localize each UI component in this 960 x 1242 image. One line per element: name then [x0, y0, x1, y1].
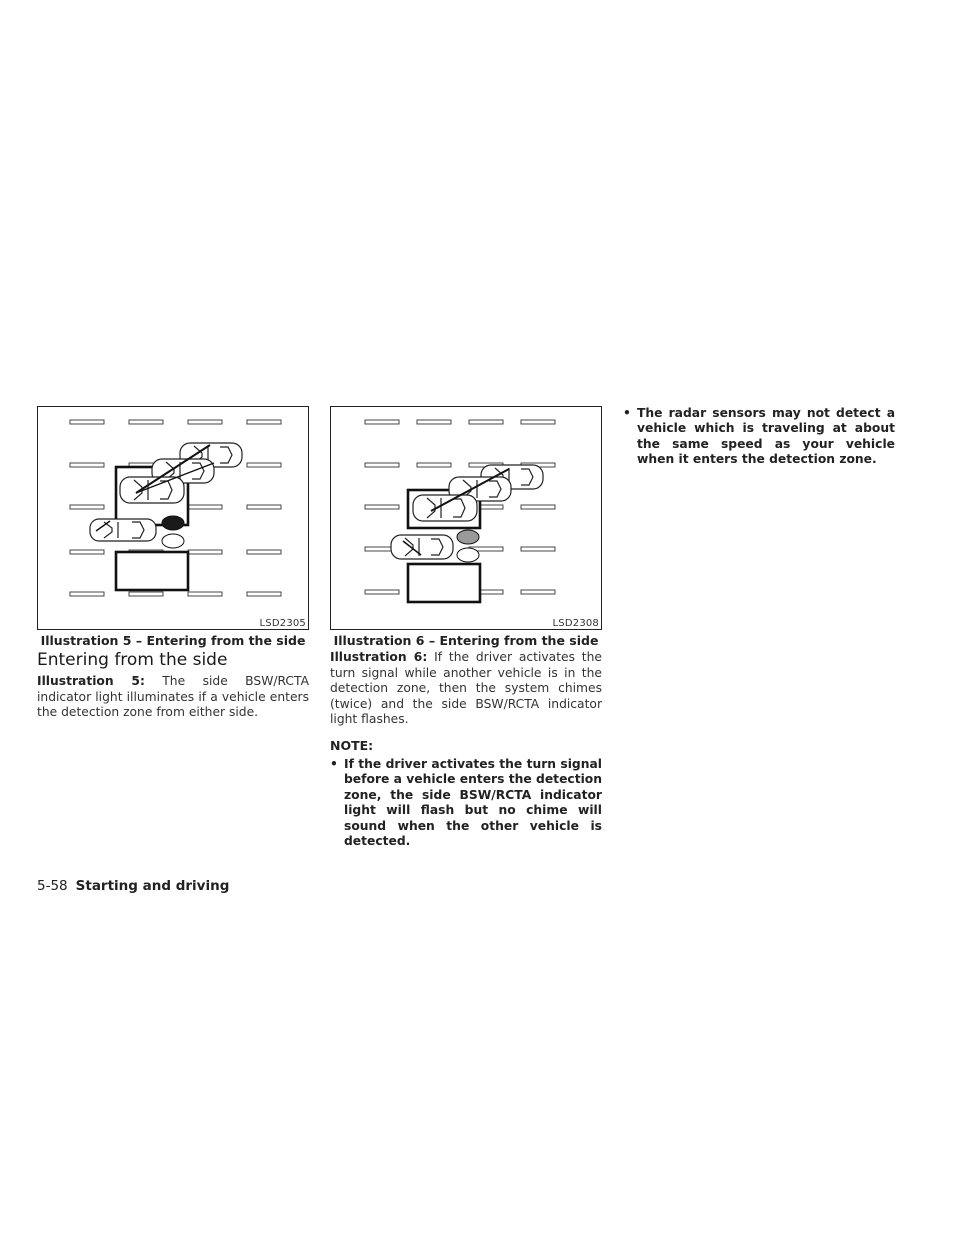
detection-zone-rear: [116, 552, 188, 590]
illustration-5: [37, 406, 309, 630]
illustration-6-description: [330, 650, 602, 728]
illustration-6-caption: Illustration 6 – Entering from the side: [333, 633, 599, 648]
lane-marking: [365, 590, 399, 594]
figure-code: LSD2308: [552, 618, 599, 629]
page-footer: [37, 878, 229, 894]
lane-marking: [129, 420, 163, 424]
lane-marking: [521, 505, 555, 509]
bullet-icon: •: [623, 406, 631, 420]
illustration-6-drawing: [331, 407, 601, 629]
lane-marking: [469, 420, 503, 424]
illustration-5-description: [37, 674, 309, 721]
lane-marking: [70, 463, 104, 467]
indicator-light-off: [162, 534, 184, 548]
paragraph-lead: Illustration 6:: [330, 650, 428, 664]
lane-marking: [70, 505, 104, 509]
illustration-5-caption: Illustration 5 – Entering from the side: [40, 633, 306, 648]
lane-marking: [70, 420, 104, 424]
note-bullet: [330, 757, 602, 849]
lane-marking: [247, 420, 281, 424]
lane-marking: [247, 550, 281, 554]
lane-marking: [365, 463, 399, 467]
lane-marking: [188, 592, 222, 596]
bullet-text: If the driver activates the turn signal before a vehicle enters the detection zone, the side BSW/RCTA indicator light will flash but no chime will sound when the other vehicle is detected.: [344, 757, 602, 849]
page-number: 5-58: [37, 878, 68, 894]
paragraph-text: If the driver activates the turn signal while another vehicle is in the detection zone, then the system chimes (twice) and the side BSW/RCTA indicator light flashes.: [330, 650, 602, 727]
indicator-light-flashing: [457, 530, 479, 544]
lane-marking: [365, 420, 399, 424]
lane-marking: [417, 420, 451, 424]
bullet-icon: •: [330, 757, 338, 771]
paragraph-text: The side BSW/RCTA indicator light illuminates if a vehicle enters the detection zone from either side.: [37, 674, 309, 720]
lane-marking: [129, 592, 163, 596]
lane-marking: [417, 463, 451, 467]
lane-marking: [247, 592, 281, 596]
section-name: Starting and driving: [75, 878, 230, 894]
figure-code: LSD2305: [259, 618, 306, 629]
indicator-light-off: [457, 548, 479, 562]
detection-zone-rear: [408, 564, 480, 602]
bullet-text: The radar sensors may not detect a vehicle which is traveling at about the same speed as your vehicle when it enters the detection zone.: [637, 406, 895, 467]
indicator-light-on: [162, 516, 184, 530]
lane-marking: [247, 463, 281, 467]
lane-marking: [188, 550, 222, 554]
section-heading: Entering from the side: [37, 650, 228, 670]
paragraph-lead: Illustration 5:: [37, 674, 145, 688]
lane-marking: [365, 505, 399, 509]
note-title: NOTE:: [330, 738, 374, 753]
lane-marking: [521, 547, 555, 551]
vehicle-sequence: [391, 465, 543, 559]
lane-marking: [70, 550, 104, 554]
illustration-6: [330, 406, 602, 630]
lane-marking: [247, 505, 281, 509]
lane-marking: [521, 420, 555, 424]
lane-marking: [521, 590, 555, 594]
illustration-5-drawing: [38, 407, 308, 629]
lane-marking: [188, 420, 222, 424]
lane-marking: [188, 505, 222, 509]
radar-bullet: [623, 406, 895, 468]
lane-marking: [70, 592, 104, 596]
